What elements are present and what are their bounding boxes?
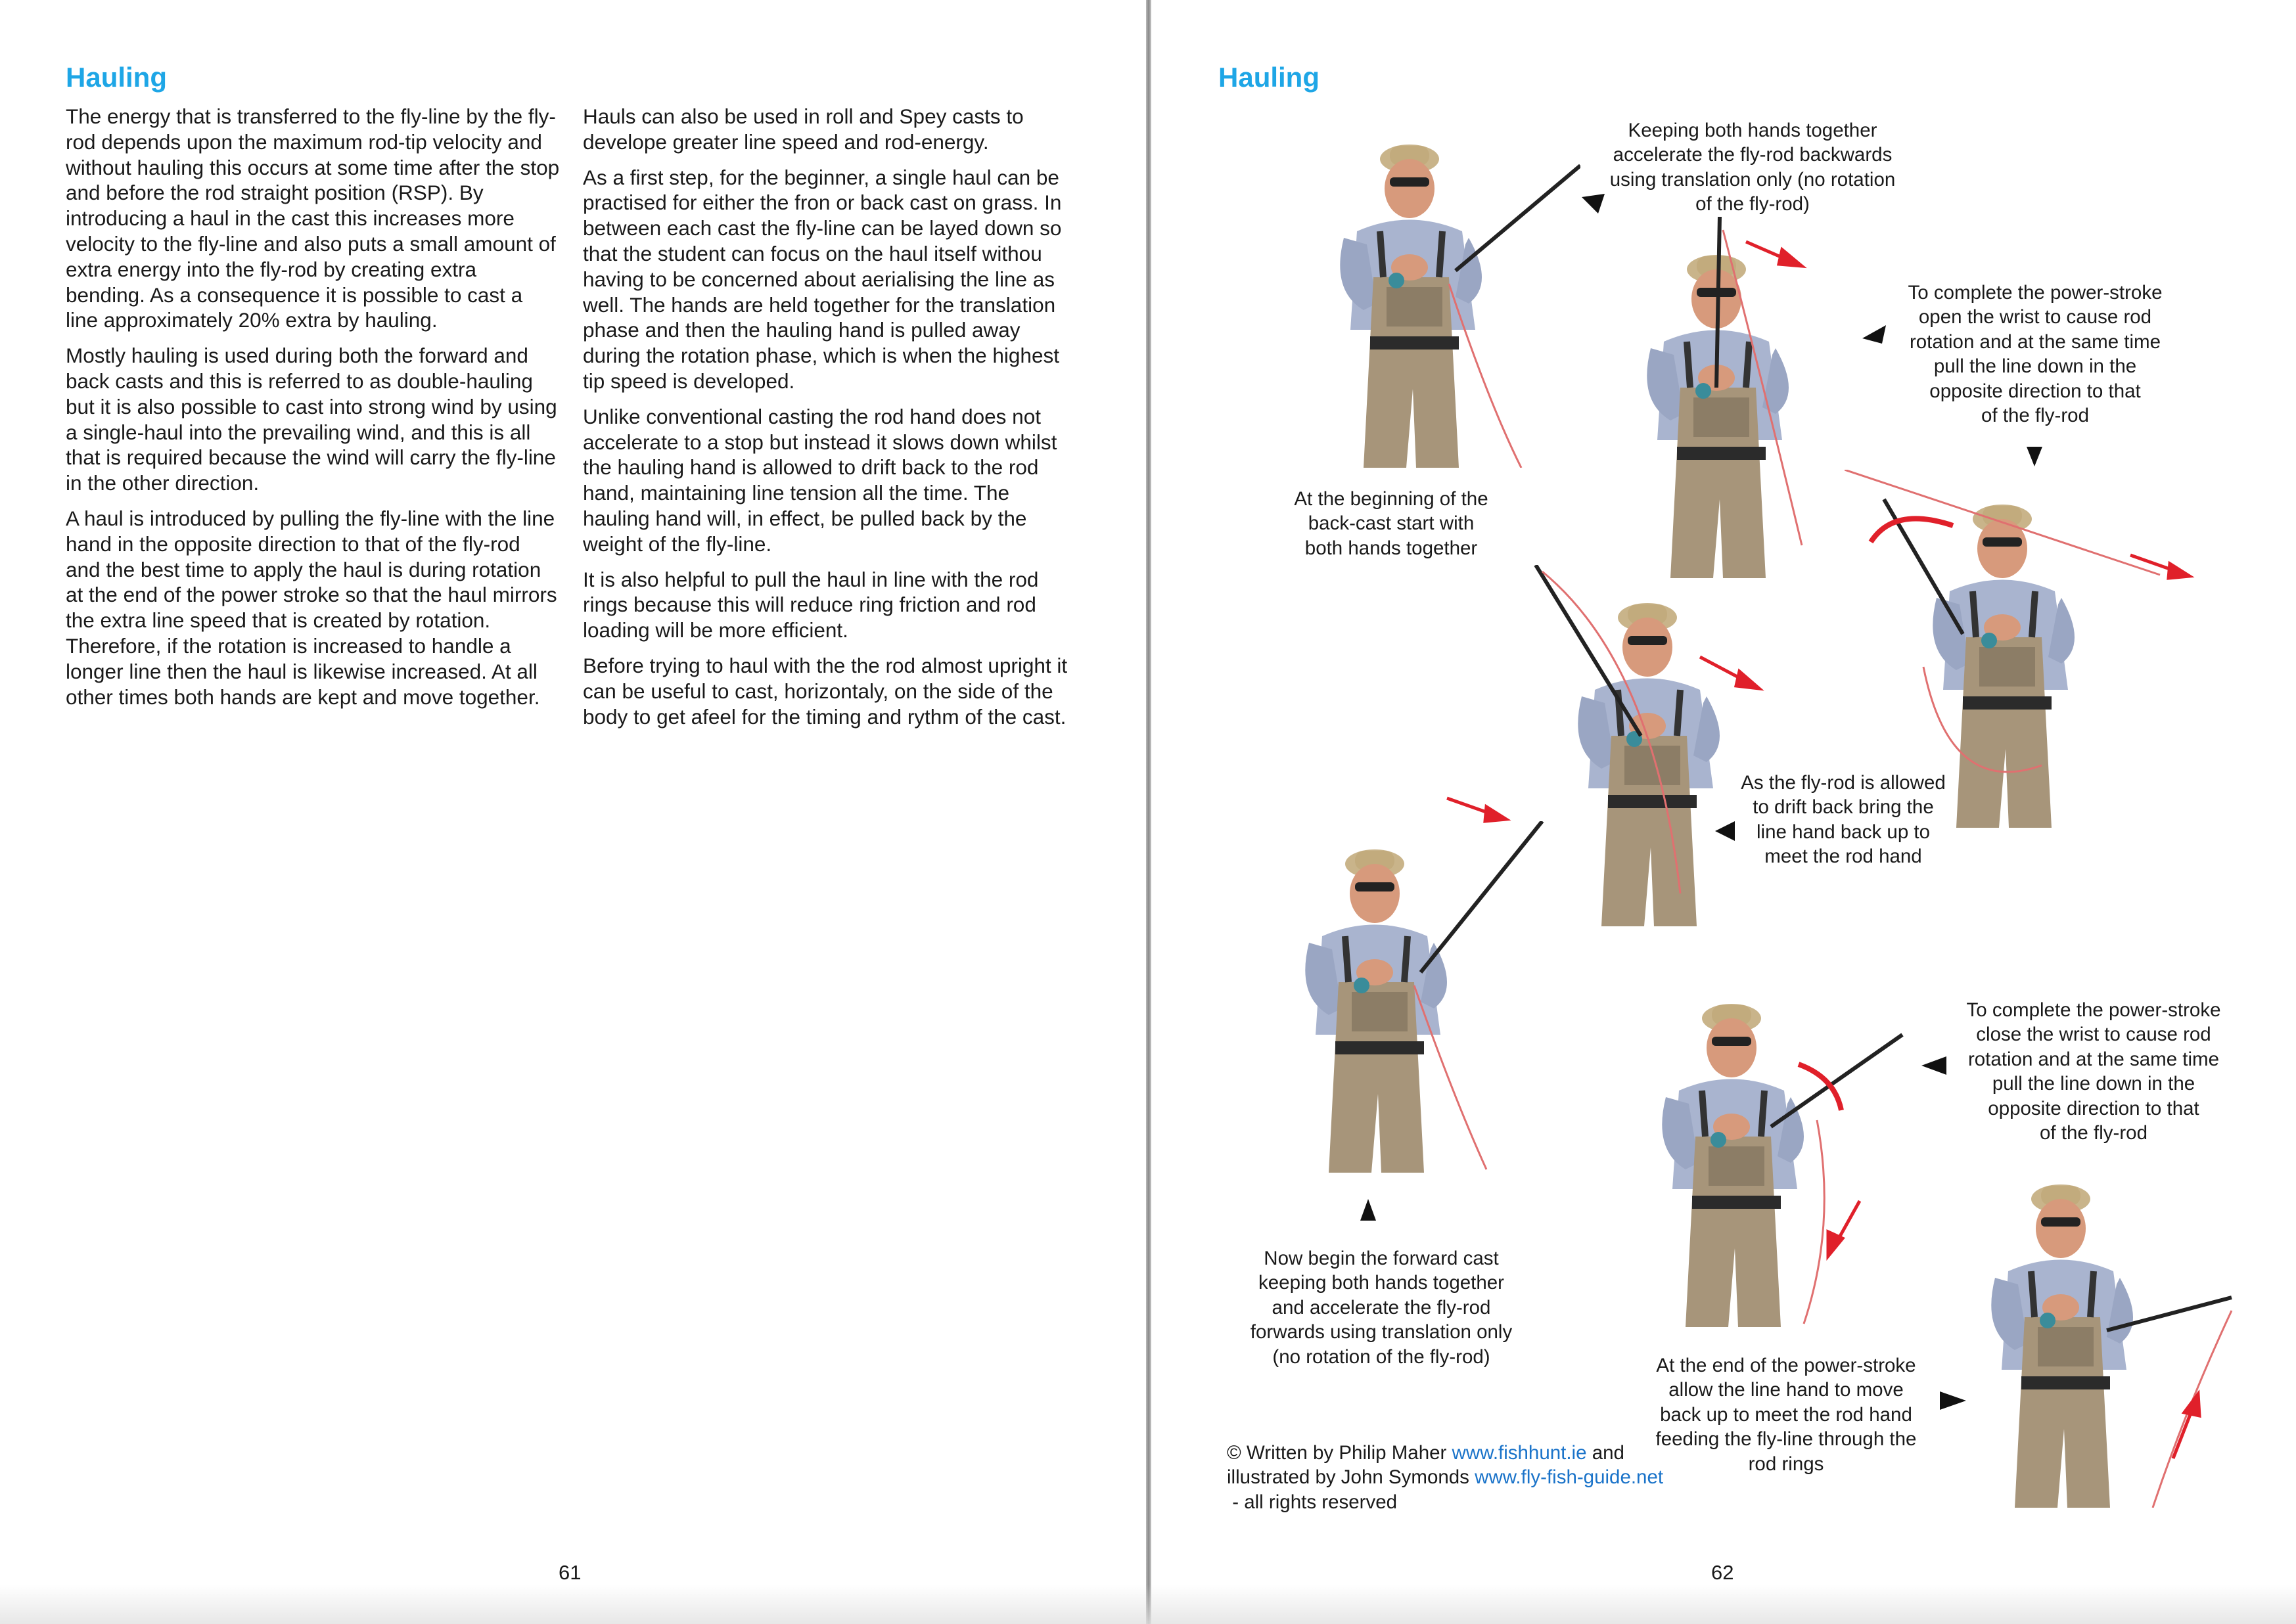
caption-backcast-translation: Keeping both hands together accelerate the fly-rod backwards using translation only (no rotation of the fly-rod) [1609, 120, 1896, 215]
page-gutter [1146, 0, 1151, 1624]
text-column-1 [66, 104, 560, 719]
caption-forward-rotation: To complete the power-stroke close the wrist to cause rod rotation and at the same time pull the line down in the opposite direction to that of the fly-rod [1966, 999, 2221, 1144]
left-page [0, 0, 1147, 1624]
caption-backcast-start: At the beginning of the back-cast start with both hands together [1294, 488, 1488, 559]
red-arrow-head [1736, 671, 1759, 688]
paragraph: Hauls can also be used in roll and Spey casts to develope greater line speed and rod-energy. [583, 104, 1024, 154]
paragraph: A haul is introduced by pulling the fly-line with the line hand in the opposite direction to that of the fly-rod and the best time to apply the haul is during rotation at the end of the power stroke so that the haul mirrors the extra line speed that is created by rotation. Therefore, if the rotation is increased to handle a longer line then the haul is likewise increased. At all other times both hands are kept and move together. [66, 506, 557, 709]
red-arrow-head [1485, 807, 1506, 821]
caption-backcast-rotation: To complete the power-stroke open the wrist to cause rod rotation and at the same time pull the line down in the opposite direction to that of the fly-rod [1908, 282, 2163, 427]
paragraph: The energy that is transferred to the fly-line by the fly-rod depends upon the maximum rod-tip velocity and without hauling this occurs at some time after the stop and before the rod straight position (RSP). By introducing a haul in the cast this increases more velocity to the fly-line and also puts a small amount of extra energy into the fly-rod by creating extra bending. As a consequence it is possible to cast a line approximately 20% extra by hauling. [66, 104, 560, 332]
credits-text: - all rights reserved [1227, 1491, 1398, 1513]
page-number: 62 [1711, 1561, 1734, 1584]
page-number: 61 [559, 1561, 582, 1584]
fishhunt-link[interactable]: www.fishhunt.ie [1452, 1442, 1587, 1464]
curved-red-arrow [1799, 1064, 1841, 1110]
paragraph: It is also helpful to pull the haul in line with the rod rings because this will reduce ring friction and rod loading will be more efficient. [583, 567, 1039, 643]
page-title: Hauling [66, 62, 167, 93]
caption-forward-translation: Now begin the forward cast keeping both hands together and accelerate the fly-rod forwards using translation only (no rotation of the fly-rod) [1250, 1248, 1513, 1368]
curved-red-arrow [1871, 518, 1953, 542]
right-page [1151, 0, 2296, 1624]
paragraph: Unlike conventional casting the rod hand does not accelerate to a stop but instead it slows down whilst the hauling hand is allowed to drift back to the rod hand, maintaining line tension all the time. The hauling hand will, in effect, be pulled back by the weight of the fly-line. [583, 404, 1057, 556]
caption-drift: As the fly-rod is allowed to drift back bring the line hand back up to meet the rod hand [1741, 772, 1946, 868]
credits-text: illustrated by John Symonds [1227, 1466, 1475, 1489]
page-bottom-shadow [0, 1585, 2296, 1624]
red-arrow-head [2184, 1394, 2199, 1416]
credits [1227, 1441, 1663, 1514]
pointer-arrow-icon [1360, 1199, 1376, 1221]
paragraph: As a first step, for the beginner, a single haul can be practised for either the fron or back cast on grass. In between each cast the fly-line can be layed down so that the student can focus on the haul itself withou having to be concerned about aerialising the line as well. The hands are held together for the translation phase and then the hauling hand is pulled away during the rotation phase, which is when the highest tip speed is developed. [583, 165, 1062, 393]
red-arrow-head [1779, 250, 1802, 266]
caption-end-power-stroke: At the end of the power-stroke allow the line hand to move back up to meet the rod hand feeding the fly-line through the rod rings [1655, 1355, 1917, 1475]
paragraph: Mostly hauling is used during both the forward and back casts and this is referred to as double-hauling but it is also possible to cast into strong wind by using a single-haul into the prevailing wind, and this is all that is required because the wind will carry the fly-line in the other direction. [66, 344, 557, 495]
pointer-arrow-icon [2027, 447, 2042, 466]
credits-text: © Written by Philip Maher [1227, 1442, 1452, 1464]
paragraph: Before trying to haul with the the rod almost upright it can be useful to cast, horizontaly, on the side of the body to get afeel for the timing and rythm of the cast. [583, 653, 1068, 729]
credits-text: and [1586, 1442, 1624, 1464]
page-title: Hauling [1218, 62, 1320, 93]
fly-fish-guide-link[interactable]: www.fly-fish-guide.net [1475, 1466, 1664, 1489]
text-column-2 [583, 104, 1077, 739]
red-arrow-head [2169, 564, 2190, 578]
